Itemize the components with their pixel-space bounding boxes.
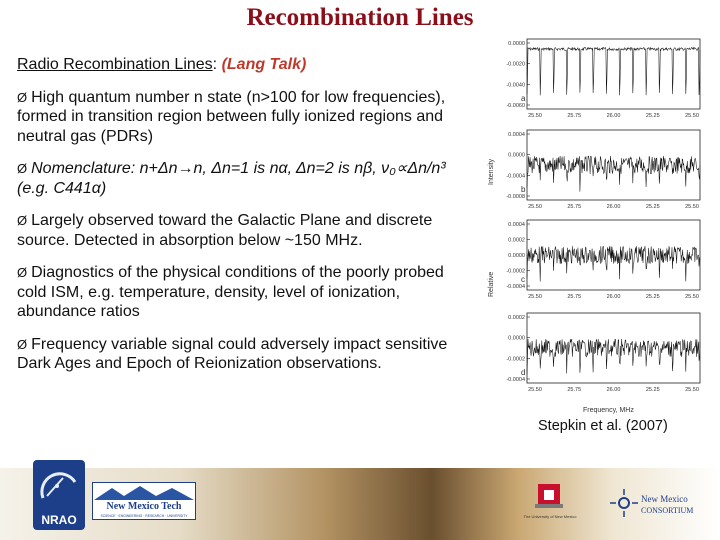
ytick-label: -0.0002 [506, 268, 525, 275]
zia-sun-icon [610, 489, 638, 517]
ytick-label: -0.0004 [506, 377, 525, 383]
spectra-figure [485, 35, 710, 415]
bullet-4 [17, 263, 477, 322]
xtick-label: 26.00 [606, 113, 621, 119]
intro-label: Radio Recombination Lines [17, 56, 213, 73]
xtick-label: 25.50 [528, 204, 542, 210]
bullet-arrow-icon: Ø [17, 265, 28, 280]
ylabel-intensity: Intensity [488, 158, 495, 185]
xtick-label: 25.25 [645, 204, 660, 210]
bullet-text: High quantum number n state (n>100 for low frequencies), formed in transition region between fully ionized regions and neutral gas (PDRs) [17, 88, 446, 145]
panel-letter: a [521, 94, 526, 103]
xtick-label: 25.50 [685, 113, 699, 119]
xtick-label: 25.25 [645, 113, 660, 119]
ytick-label: 0.0004 [508, 222, 525, 228]
bullet-arrow-icon: Ø [17, 336, 28, 352]
panel-letter: c [521, 275, 525, 284]
xtick-label: 26.00 [606, 294, 621, 300]
slide-title: Recombination Lines [246, 4, 474, 31]
panel-letter: b [521, 185, 526, 194]
intro-colon: : [212, 56, 222, 73]
intro-line [17, 55, 477, 75]
nmt-label: New Mexico Tech [106, 501, 182, 512]
ytick-label: -0.0008 [506, 194, 525, 200]
bullet-1 [17, 88, 477, 147]
xtick-label: 25.50 [685, 204, 699, 210]
xlabel: Frequency, MHz [583, 407, 634, 414]
xtick-label: 25.50 [528, 387, 542, 393]
lang-talk-ref: (Lang Talk) [221, 56, 307, 73]
ytick-label: -0.0004 [506, 173, 525, 180]
bullet-text: Frequency variable signal could adversely impact sensitive Dark Ages and Epoch of Reionization observations. [17, 335, 448, 372]
xtick-label: 25.75 [567, 204, 582, 210]
panel-letter: d [521, 368, 526, 377]
xtick-label: 25.50 [685, 294, 699, 300]
ytick-label: 0.0000 [508, 41, 525, 47]
ytick-label: 0.0000 [508, 152, 525, 159]
unm-label: The University of New Mexico [523, 514, 577, 519]
xtick-label: 25.50 [685, 387, 699, 393]
bullet-text: Largely observed toward the Galactic Plane and discrete source. Detected in absorption below ~150 MHz. [17, 212, 433, 249]
ytick-label: 0.0002 [508, 315, 525, 321]
ytick-label: 0.0000 [508, 335, 525, 342]
ytick-label: 0.0002 [508, 237, 525, 244]
xtick-label: 26.00 [606, 204, 621, 210]
figure-caption: Stepkin et al. (2007) [538, 418, 668, 434]
bullet-text: Diagnostics of the physical conditions of the poorly probed cold ISM, e.g. temperature, density, level of ionization, abundance ratios [17, 264, 444, 320]
xtick-label: 25.25 [645, 387, 660, 393]
nm-consortium-logo [610, 486, 710, 522]
xtick-label: 25.25 [645, 294, 660, 300]
unm-logo [522, 478, 578, 526]
nmt-logo [92, 482, 196, 520]
bullet-2 [17, 159, 477, 198]
ytick-label: -0.0020 [506, 61, 525, 68]
ytick-label: -0.0040 [506, 82, 525, 89]
nmt-subtitle: SCIENCE · ENGINEERING · RESEARCH · UNIVERSITY [100, 514, 188, 518]
nrao-label: NRAO [41, 513, 77, 527]
ytick-label: -0.0002 [506, 356, 525, 363]
xtick-label: 25.75 [567, 113, 582, 119]
slide-body [17, 55, 477, 387]
ytick-label: 0.0004 [508, 132, 525, 138]
ytick-label: -0.0060 [506, 103, 525, 109]
xtick-label: 25.50 [528, 294, 542, 300]
xtick-label: 26.00 [606, 387, 621, 393]
bullet-arrow-icon: Ø [17, 161, 28, 176]
bullet-5 [17, 335, 477, 374]
xtick-label: 25.75 [567, 294, 582, 300]
bullet-text: Nomenclature: n+Δn→n, Δn=1 is nα, Δn=2 is nβ, ν₀∝Δn/n³ (e.g. C441α) [17, 160, 446, 197]
bullet-3 [17, 211, 477, 250]
nmc-label-1: New Mexico [641, 494, 688, 504]
nmc-label-2: CONSORTIUM [641, 506, 694, 515]
xtick-label: 25.75 [567, 387, 582, 393]
xtick-label: 25.50 [528, 113, 542, 119]
ylabel-relative: Relative [488, 271, 495, 297]
bullet-arrow-icon: Ø [17, 89, 28, 105]
ytick-label: 0.0000 [508, 253, 525, 259]
nrao-logo [33, 460, 85, 530]
ytick-label: -0.0004 [506, 284, 525, 290]
bullet-arrow-icon: Ø [17, 213, 28, 228]
